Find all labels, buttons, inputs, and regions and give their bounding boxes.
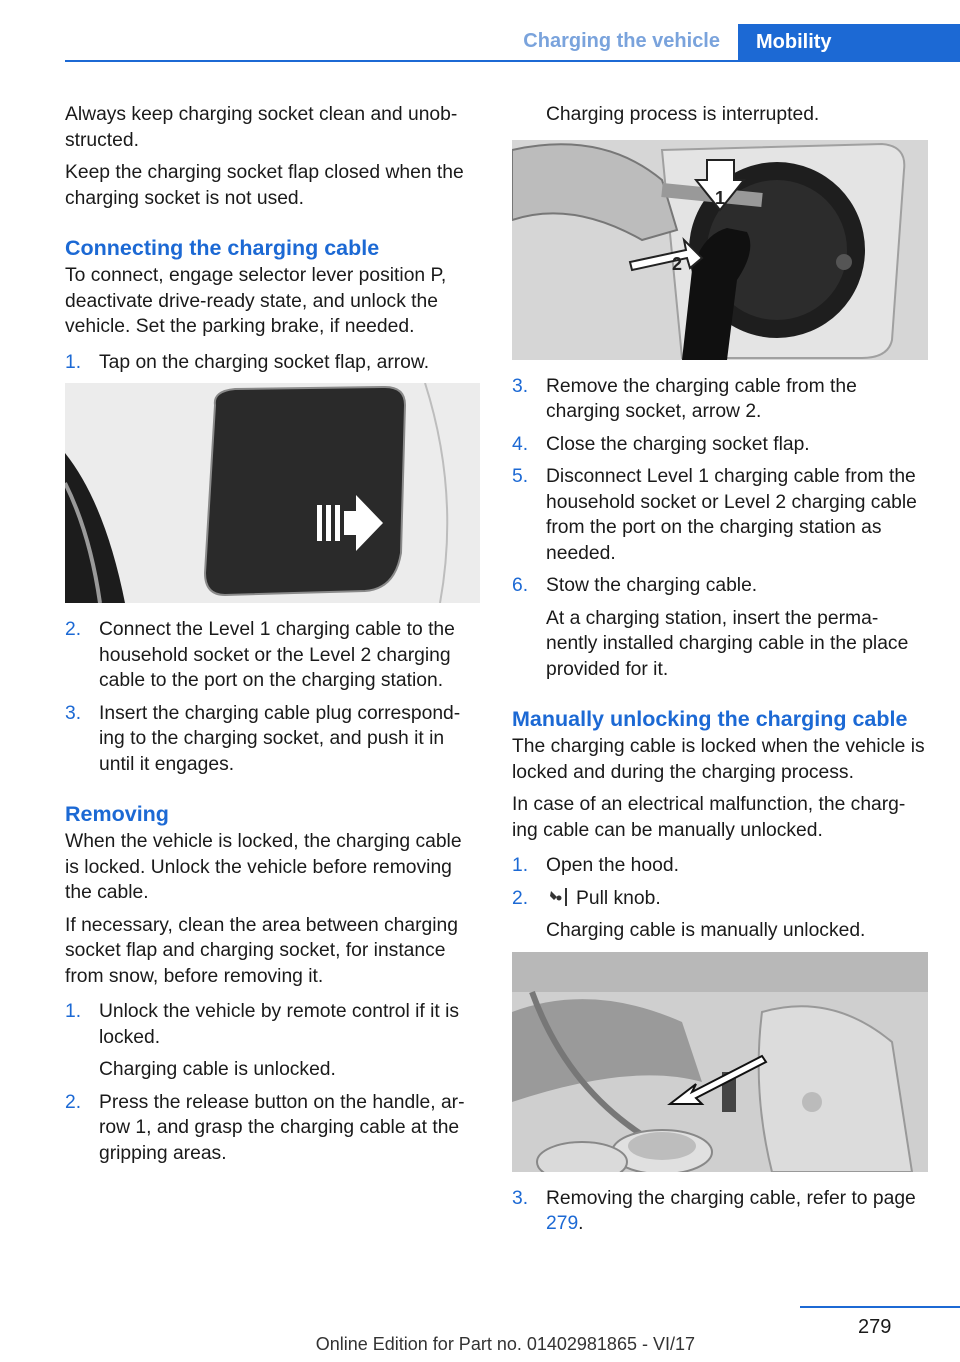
step-number: 2. <box>65 1091 82 1113</box>
list-item <box>512 464 928 566</box>
connect-steps-b <box>65 617 480 777</box>
step-number: 3. <box>512 375 529 397</box>
interrupted-text: Charging process is interrupted. <box>546 104 820 125</box>
connect-heading: Connecting the charging cable <box>65 236 380 260</box>
chapter-tab <box>738 24 960 62</box>
intro-paragraph-2: Keep the charging socket flap closed when the charging socket is not used. <box>65 162 464 209</box>
step-number: 5. <box>512 466 529 487</box>
step-number: 3. <box>65 702 82 724</box>
manual-unlock-steps-a <box>512 853 928 944</box>
list-item <box>65 701 480 778</box>
list-item <box>65 617 480 694</box>
page-header <box>0 0 960 64</box>
removing-heading: Removing <box>65 802 169 826</box>
list-item <box>512 853 928 879</box>
list-item <box>512 1186 928 1237</box>
manual-unlock-paragraph-2: In case of an electrical malfunction, the charg-ing cable can be manually unlocked. <box>512 794 906 841</box>
step-number: 1. <box>65 1001 82 1022</box>
step-number: 6. <box>512 575 529 596</box>
figure-label-2: 2 <box>672 253 683 274</box>
step-result: Charging cable is manually unlocked. <box>546 920 866 941</box>
list-item <box>512 886 928 944</box>
step-text: Close the charging socket flap. <box>546 433 810 455</box>
step-text-end: . <box>578 1213 584 1234</box>
page-reference-link[interactable]: 279 <box>546 1213 579 1234</box>
step-result: At a charging station, insert the perma-nently installed charging cable in the place provided for it. <box>546 607 909 680</box>
right-column <box>512 102 928 1245</box>
step-number: 1. <box>65 351 82 373</box>
manual-unlock-steps-b <box>512 1186 928 1237</box>
step-result: Charging cable is unlocked. <box>99 1059 336 1080</box>
removing-steps-b <box>512 374 928 683</box>
section-title: Charging the vehicle <box>523 30 720 52</box>
removing-steps-a <box>65 999 480 1166</box>
connect-paragraph: To connect, engage selector lever position P, deactivate drive-ready state, and unlock the vehicle. Set the parking brake, if needed. <box>65 265 447 337</box>
footer-rule <box>800 1306 960 1308</box>
list-item <box>512 573 928 682</box>
step-text: Tap on the charging socket flap, arrow. <box>99 351 430 373</box>
step-text: Removing the charging cable, refer to page <box>546 1187 916 1209</box>
step-text: Insert the charging cable plug correspond-ing to the charging socket, and push it in until it engages. <box>99 702 461 775</box>
step-text: Remove the charging cable from the charging socket, arrow 2. <box>546 375 857 422</box>
step-text: Disconnect Level 1 charging cable from the household socket or Level 2 charging cable from the port on the charging station as needed. <box>546 466 917 564</box>
figure-label-1: 1 <box>715 187 726 208</box>
step-number: 2. <box>65 619 82 640</box>
step-number: 4. <box>512 433 529 455</box>
hood-knob-figure <box>512 952 928 1172</box>
list-item <box>65 1090 480 1167</box>
list-item <box>65 999 480 1083</box>
manual-unlock-paragraph-1: The charging cable is locked when the vehicle is locked and during the charging process. <box>512 736 925 783</box>
manual-unlock-heading: Manually unlocking the charging cable <box>512 707 908 731</box>
list-item <box>512 432 928 458</box>
step-number: 1. <box>512 855 529 876</box>
step-text: Pull knob. <box>576 887 661 909</box>
step-number: 3. <box>512 1187 529 1209</box>
step-text: Unlock the vehicle by remote control if it is locked. <box>99 1001 460 1048</box>
list-item <box>65 350 480 376</box>
list-item <box>512 374 928 425</box>
step-number: 2. <box>512 887 529 909</box>
step-text: Open the hood. <box>546 855 679 876</box>
chapter-tab-label: Mobility <box>756 31 832 53</box>
left-column <box>65 102 480 1174</box>
page-number: 279 <box>858 1316 892 1338</box>
removing-paragraph-1: When the vehicle is locked, the charging cable is locked. Unlock the vehicle before removing the cable. <box>65 831 462 903</box>
removing-paragraph-2: If necessary, clean the area between charging socket flap and charging socket, for instance from snow, before removing it. <box>65 914 459 987</box>
intro-paragraph-1: Always keep charging socket clean and unob-structed. <box>65 104 458 151</box>
step-text: Stow the charging cable. <box>546 575 758 596</box>
edition-footer: Online Edition for Part no. 01402981865 - VI/17 <box>315 1334 695 1354</box>
connect-steps-a <box>65 350 480 376</box>
step-text: Connect the Level 1 charging cable to the household socket or the Level 2 charging cable to the port on the charging station. <box>99 619 455 691</box>
charging-plug-figure <box>512 140 928 360</box>
step-text: Press the release button on the handle, ar-row 1, and grasp the charging cable at the gripping areas. <box>99 1091 465 1164</box>
charging-flap-figure <box>65 383 480 603</box>
plug-knob-icon <box>548 887 570 907</box>
header-rule <box>65 60 960 62</box>
